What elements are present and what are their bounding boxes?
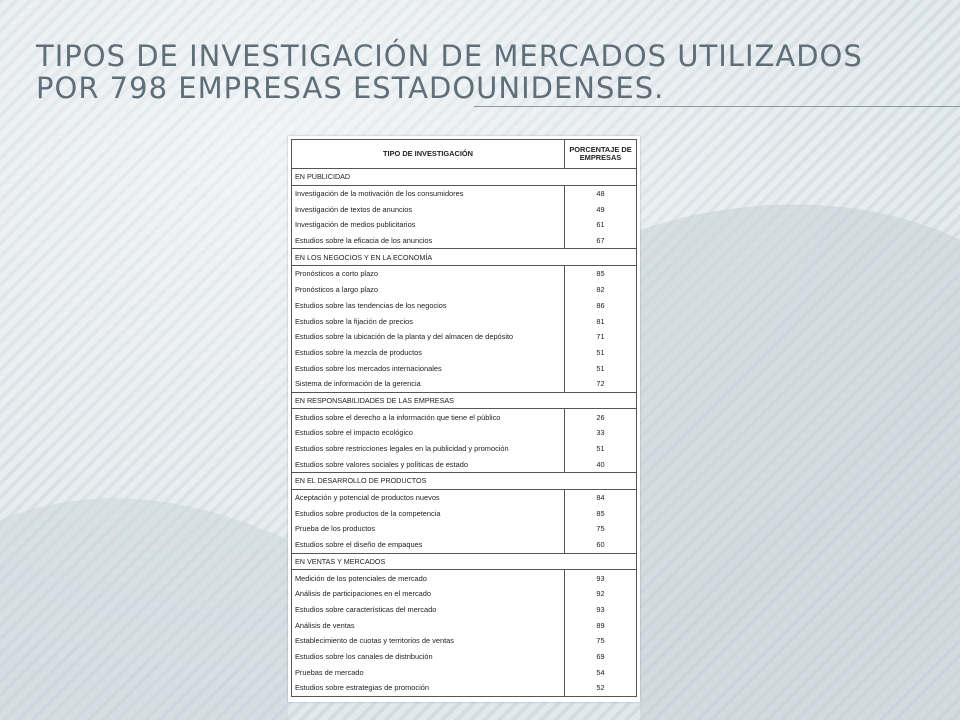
percentage-cell: 75: [565, 521, 637, 537]
table-row: [292, 633, 637, 649]
research-type-cell: Pruebas de mercado: [292, 664, 565, 680]
table-row: [292, 489, 637, 505]
percentage-cell: 85: [565, 266, 637, 282]
percentage-cell: 26: [565, 409, 637, 425]
percentage-cell: 60: [565, 537, 637, 553]
section-row: [292, 392, 637, 409]
percentage-cell: 51: [565, 345, 637, 361]
research-type-cell: Pronósticos a corto plazo: [292, 266, 565, 282]
percentage-cell: 84: [565, 489, 637, 505]
percentage-cell: 61: [565, 217, 637, 233]
research-type-cell: Estudios sobre la fijación de precios: [292, 313, 565, 329]
research-type-cell: Estudios sobre los canales de distribución: [292, 649, 565, 665]
percentage-cell: 93: [565, 602, 637, 618]
section-title: EN PUBLICIDAD: [292, 169, 637, 186]
percentage-cell: 89: [565, 617, 637, 633]
table-row: [292, 282, 637, 298]
section-row: [292, 553, 637, 570]
section-row: [292, 169, 637, 186]
percentage-cell: 85: [565, 505, 637, 521]
table-row: [292, 505, 637, 521]
section-title: EN LOS NEGOCIOS Y EN LA ECONOMÍA: [292, 249, 637, 266]
table-row: [292, 329, 637, 345]
research-type-cell: Investigación de textos de anuncios: [292, 201, 565, 217]
table-row: [292, 185, 637, 201]
percentage-cell: 93: [565, 570, 637, 586]
research-type-cell: Sistema de información de la gerencia: [292, 376, 565, 392]
percentage-cell: 71: [565, 329, 637, 345]
percentage-cell: 86: [565, 298, 637, 314]
research-type-cell: Investigación de la motivación de los consumidores: [292, 185, 565, 201]
research-type-cell: Pronósticos a largo plazo: [292, 282, 565, 298]
table-row: [292, 521, 637, 537]
research-type-cell: Investigación de medios publicitarios: [292, 217, 565, 233]
section-title: EN VENTAS Y MERCADOS: [292, 553, 637, 570]
slide-title: TIPOS DE INVESTIGACIÓN DE MERCADOS UTILIZADOS POR 798 EMPRESAS ESTADOUNIDENSES.: [36, 39, 863, 105]
table-row: [292, 537, 637, 553]
percentage-cell: 51: [565, 360, 637, 376]
research-type-cell: Prueba de los productos: [292, 521, 565, 537]
research-type-cell: Análisis de ventas: [292, 617, 565, 633]
research-type-cell: Estudios sobre valores sociales y políticas de estado: [292, 456, 565, 472]
section-title: EN RESPONSABILIDADES DE LAS EMPRESAS: [292, 392, 637, 409]
section-row: [292, 473, 637, 490]
research-type-cell: Estudios sobre el diseño de empaques: [292, 537, 565, 553]
table-body: [292, 169, 637, 697]
header-percentage: PORCENTAJE DE EMPRESAS: [565, 140, 637, 169]
header-research-type: TIPO DE INVESTIGACIÓN: [292, 140, 565, 169]
table-row: [292, 409, 637, 425]
percentage-cell: 75: [565, 633, 637, 649]
table-row: [292, 602, 637, 618]
table-row: [292, 345, 637, 361]
section-row: [292, 249, 637, 266]
research-type-cell: Estudios sobre los mercados internacionales: [292, 360, 565, 376]
research-type-cell: Estudios sobre el derecho a la información que tiene el público: [292, 409, 565, 425]
percentage-cell: 81: [565, 313, 637, 329]
percentage-cell: 72: [565, 376, 637, 392]
research-type-cell: Estudios sobre la eficacia de los anuncios: [292, 233, 565, 249]
table-row: [292, 664, 637, 680]
table-header-row: [292, 140, 637, 169]
table-row: [292, 425, 637, 441]
research-type-cell: Análisis de participaciones en el mercado: [292, 586, 565, 602]
table-row: [292, 441, 637, 457]
percentage-cell: 33: [565, 425, 637, 441]
percentage-cell: 49: [565, 201, 637, 217]
table-row: [292, 313, 637, 329]
research-type-cell: Aceptación y potencial de productos nuevos: [292, 489, 565, 505]
table-row: [292, 586, 637, 602]
research-type-cell: Estudios sobre la mezcla de productos: [292, 345, 565, 361]
percentage-cell: 52: [565, 680, 637, 696]
table-row: [292, 360, 637, 376]
table-row: [292, 570, 637, 586]
table-row: [292, 376, 637, 392]
table-row: [292, 201, 637, 217]
research-type-cell: Estudios sobre productos de la competencia: [292, 505, 565, 521]
percentage-cell: 48: [565, 185, 637, 201]
table-row: [292, 298, 637, 314]
section-title: EN EL DESARROLLO DE PRODUCTOS: [292, 473, 637, 490]
percentage-cell: 69: [565, 649, 637, 665]
percentage-cell: 82: [565, 282, 637, 298]
research-type-cell: Estudios sobre características del mercado: [292, 602, 565, 618]
research-type-cell: Estudios sobre restricciones legales en la publicidad y promoción: [292, 441, 565, 457]
research-type-cell: Estudios sobre las tendencias de los negocios: [292, 298, 565, 314]
research-types-table: [291, 139, 637, 697]
research-type-cell: Estudios sobre la ubicación de la planta y del almacen de depósito: [292, 329, 565, 345]
percentage-cell: 67: [565, 233, 637, 249]
table-row: [292, 456, 637, 472]
table-row: [292, 617, 637, 633]
table-row: [292, 680, 637, 696]
research-type-cell: Estudios sobre estrategias de promoción: [292, 680, 565, 696]
table-row: [292, 266, 637, 282]
research-type-cell: Medición de los potenciales de mercado: [292, 570, 565, 586]
table-row: [292, 233, 637, 249]
percentage-cell: 54: [565, 664, 637, 680]
percentage-cell: 40: [565, 456, 637, 472]
percentage-cell: 51: [565, 441, 637, 457]
title-underline: [474, 106, 960, 107]
research-type-cell: Estudios sobre el impacto ecológico: [292, 425, 565, 441]
table-row: [292, 217, 637, 233]
research-types-table-image: [288, 136, 640, 702]
table-row: [292, 649, 637, 665]
research-type-cell: Establecimiento de cuotas y territorios de ventas: [292, 633, 565, 649]
percentage-cell: 92: [565, 586, 637, 602]
